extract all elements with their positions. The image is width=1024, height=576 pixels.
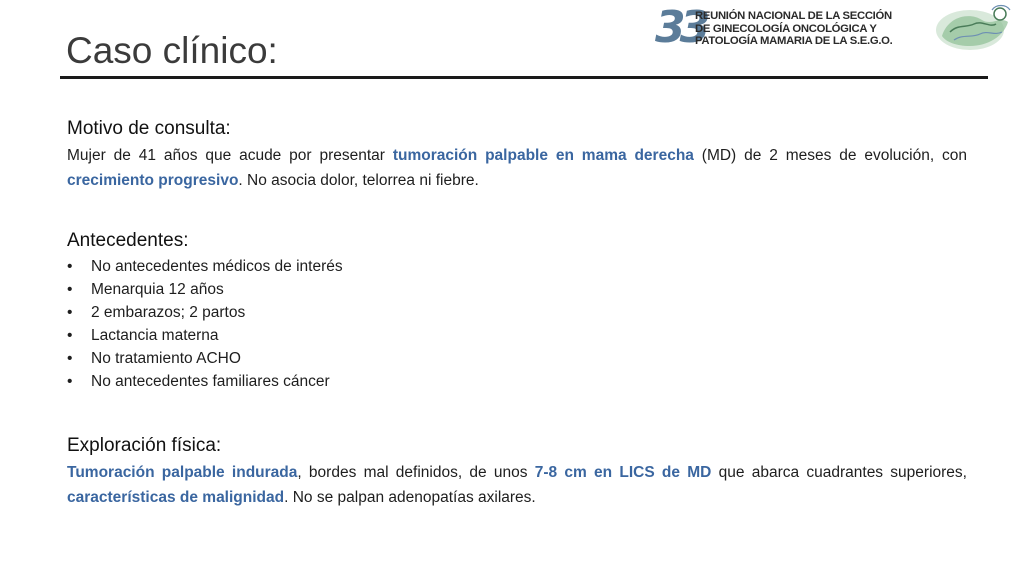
list-item: • No antecedentes médicos de interés [67,255,967,278]
motivo-text: Mujer de 41 años que acude por presentar tumoración palpable en mama derecha (MD) de 2 meses de evolución, con crecimiento progresivo. No asocia dolor, telorrea ni fiebre. [67,147,967,189]
logo-text [695,10,893,48]
motivo-section [67,118,967,193]
antecedentes-section [67,230,967,393]
list-item: • No antecedentes familiares cáncer [67,370,967,393]
highlight-text: tumoración palpable en mama derecha [392,147,694,164]
title-divider [60,76,988,79]
exploracion-heading: Exploración física: [67,435,222,456]
list-item: • Lactancia materna [67,324,967,347]
list-item: • 2 embarazos; 2 partos [67,301,967,324]
antecedentes-heading: Antecedentes: [67,230,189,251]
exploracion-section [67,435,967,510]
list-item: • Menarquia 12 años [67,278,967,301]
motivo-heading: Motivo de consulta: [67,118,231,139]
logo-line: DE GINECOLOGÍA ONCOLÓGICA Y [695,22,877,35]
list-item: • No tratamiento ACHO [67,347,967,370]
exploracion-text: Tumoración palpable indurada, bordes mal definidos, de unos 7-8 cm en LICS de MD que abarca cuadrantes superiores, características de malignidad. No se palpan adenopatías axilares. [67,464,967,506]
highlight-text: Tumoración palpable indurada [67,464,298,481]
highlight-text: 7-8 cm en LICS de MD [534,464,712,481]
highlight-text: crecimiento progresivo [67,172,239,189]
logo-line: REUNIÓN NACIONAL DE LA SECCIÓN [695,10,892,22]
logo-line: PATOLOGÍA MAMARIA DE LA S.E.G.O. [695,35,893,47]
society-emblem-icon [930,2,1016,56]
highlight-text: características de malignidad [67,489,285,506]
congress-logo [655,4,915,54]
slide-title: Caso clínico: [66,30,278,71]
antecedentes-list [67,255,967,393]
logo-number: 33 [655,2,705,53]
